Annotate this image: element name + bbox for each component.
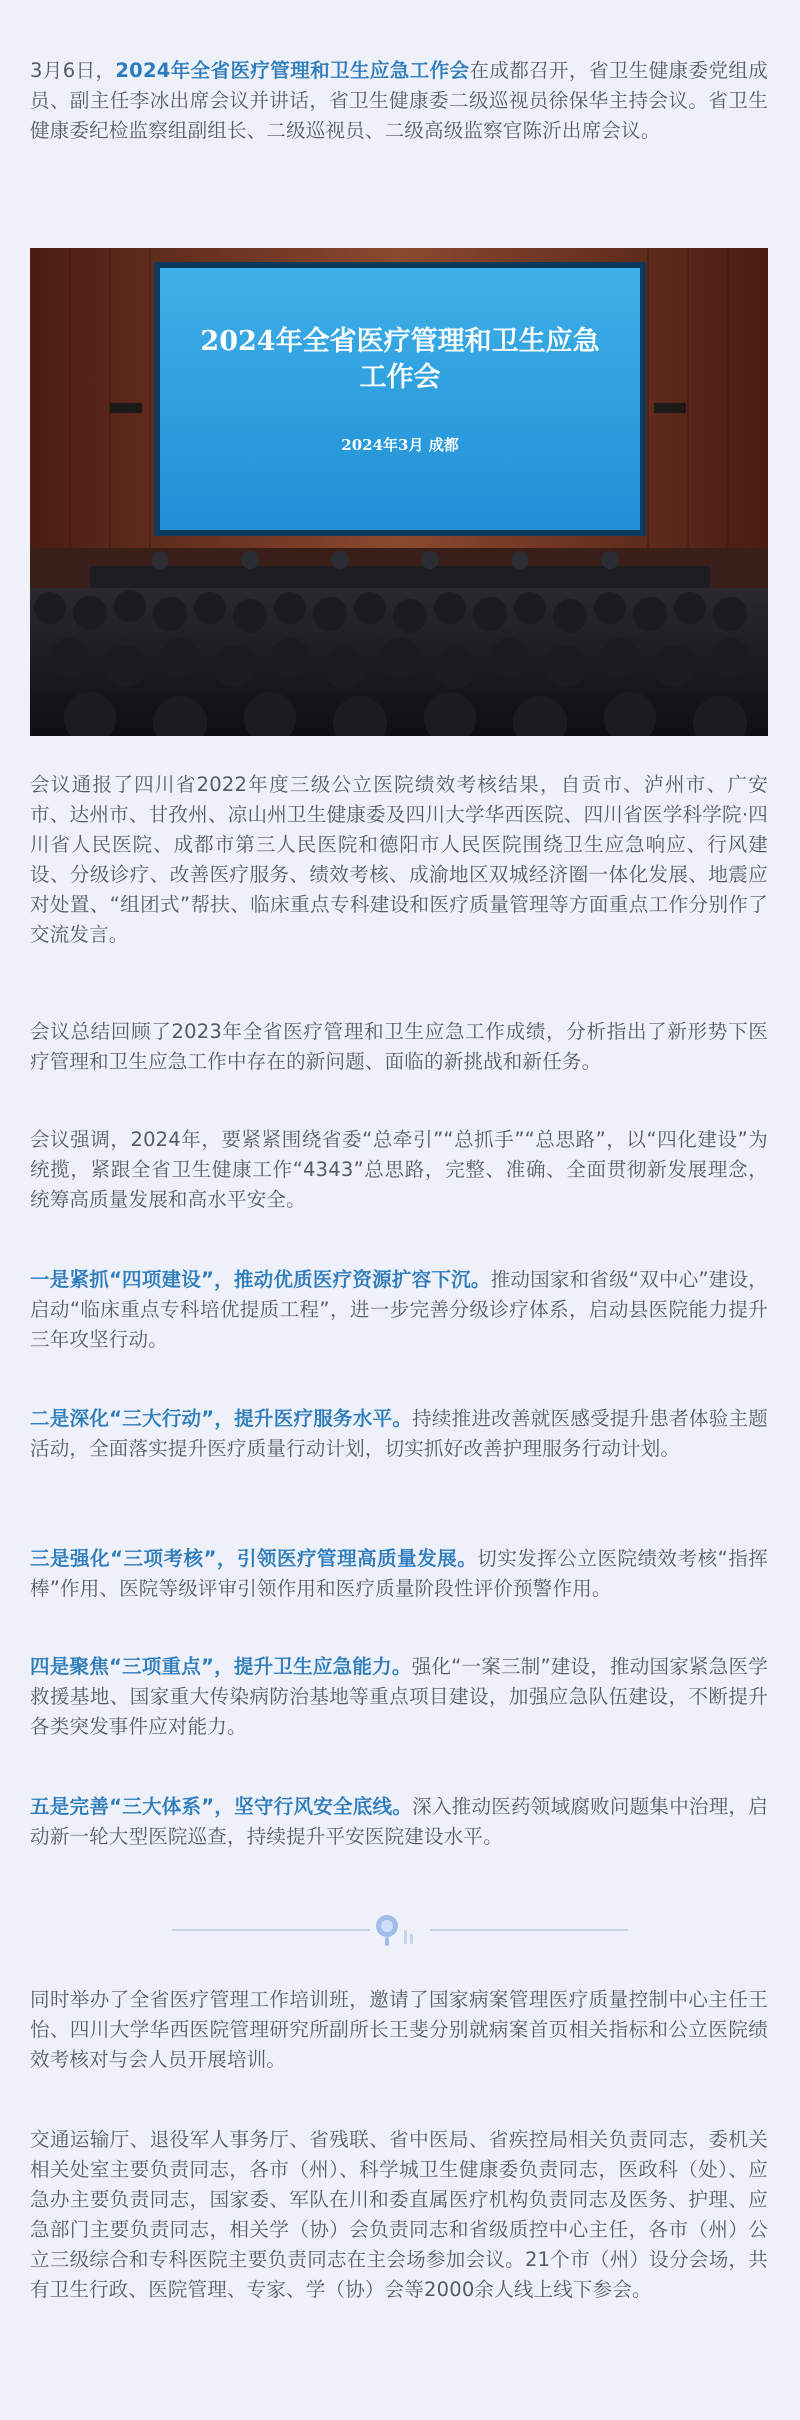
summary-text: 会议总结回顾了2023年全省医疗管理和卫生应急工作成绩，分析指出了新形势下医疗管理和卫生应急工作中存在的新问题、面临的新挑战和新任务。: [30, 1020, 768, 1073]
section-divider: [0, 1910, 800, 1950]
conference-hall-image: [30, 248, 768, 736]
report-paragraph: [30, 770, 768, 950]
point-4-title: 四是聚焦“三项重点”，提升卫生应急能力。: [30, 1655, 412, 1678]
training-text: 同时举办了全省医疗管理工作培训班，邀请了国家病案管理医疗质量控制中心主任王怡、四川大学华西医院管理研究所副所长王斐分别就病案首页相关指标和公立医院绩效考核对与会人员开展培训。: [30, 1988, 768, 2071]
divider-ornament-icon: [376, 1915, 413, 1946]
point-2-text: 持续推进改善就医感受提升患者体验主题活动，全面落实提升医疗质量行动计划，切实抓好改善护理服务行动计划。: [30, 1407, 768, 1460]
point-3-text: 切实发挥公立医院绩效考核“指挥棒”作用、医院等级评审引领作用和医疗质量阶段性评价预警作用。: [30, 1547, 768, 1600]
point-5-text: 深入推动医药领域腐败问题集中治理，启动新一轮大型医院巡查，持续提升平安医院建设水平。: [30, 1795, 768, 1848]
point-3: [30, 1544, 768, 1604]
point-5-title: 五是完善“三大体系”，坚守行风安全底线。: [30, 1795, 413, 1818]
intro-highlight: 2024年全省医疗管理和卫生应急工作会: [115, 59, 470, 82]
summary-paragraph: [30, 1017, 768, 1077]
intro-paragraph: [30, 56, 768, 146]
emphasis-paragraph: [30, 1125, 768, 1215]
intro-rest-text: 在成都召开，省卫生健康委党组成员、副主任李冰出席会议并讲话，省卫生健康委二级巡视员徐保华主持会议。省卫生健康委纪检监察组副组长、二级巡视员、二级高级监察官陈沂出席会议。: [30, 59, 768, 142]
point-5: [30, 1792, 768, 1852]
attendees-paragraph: [30, 2125, 768, 2305]
report-text: 会议通报了四川省2022年度三级公立医院绩效考核结果，自贡市、泸州市、广安市、达州市、甘孜州、凉山州卫生健康委及四川大学华西医院、四川省医学科学院·四川省人民医院、成都市第三人民医院和德阳市人民医院围绕卫生应急响应、行风建设、分级诊疗、改善医疗服务、绩效考核、成渝地区双城经济圈一体化发展、地震应对处置、“组团式”帮扶、临床重点专科建设和医疗质量管理等方面重点工作分别作了交流发言。: [30, 773, 768, 946]
intro-lead-text: 3月6日，: [30, 59, 116, 82]
training-paragraph: [30, 1985, 768, 2075]
point-4-text: 强化“一案三制”建设，推动国家紧急医学救援基地、国家重大传染病防治基地等重点项目建设，加强应急队伍建设，不断提升各类突发事件应对能力。: [30, 1655, 768, 1738]
point-1-title: 一是紧抓“四项建设”，推动优质医疗资源扩容下沉。: [30, 1268, 491, 1291]
point-2: [30, 1404, 768, 1464]
screen-date: 2024年3月 成都: [341, 436, 459, 454]
screen-title-line2: 工作会: [359, 362, 441, 393]
point-3-title: 三是强化“三项考核”，引领医疗管理高质量发展。: [30, 1547, 478, 1570]
emphasis-text: 会议强调，2024年，要紧紧围绕省委“总牵引”“总抓手”“总思路”，以“四化建设”为统揽，紧跟全省卫生健康工作“4343”总思路，完整、准确、全面贯彻新发展理念，统筹高质量发展和高水平安全。: [30, 1128, 768, 1211]
screen-title-line1: 2024年全省医疗管理和卫生应急: [200, 326, 600, 357]
point-4: [30, 1652, 768, 1742]
attendees-text: 交通运输厅、退役军人事务厅、省残联、省中医局、省疾控局相关负责同志，委机关相关处室主要负责同志，各市（州）、科学城卫生健康委负责同志，医政科（处）、应急办主要负责同志，国家委、军队在川和委直属医疗机构负责同志及医务、护理、应急部门主要负责同志，相关学（协）会负责同志和省级质控中心主任，各市（州）公立三级综合和专科医院主要负责同志在主会场参加会议。21个市（州）设分会场，共有卫生行政、医院管理、专家、学（协）会等2000余人线上线下参会。: [30, 2128, 768, 2301]
conference-photo: [30, 248, 768, 736]
point-1: [30, 1265, 768, 1355]
point-2-title: 二是深化“三大行动”，提升医疗服务水平。: [30, 1407, 413, 1430]
point-1-text: 推动国家和省级“双中心”建设，启动“临床重点专科培优提质工程”，进一步完善分级诊疗体系，启动县医院能力提升三年攻坚行动。: [30, 1268, 768, 1351]
